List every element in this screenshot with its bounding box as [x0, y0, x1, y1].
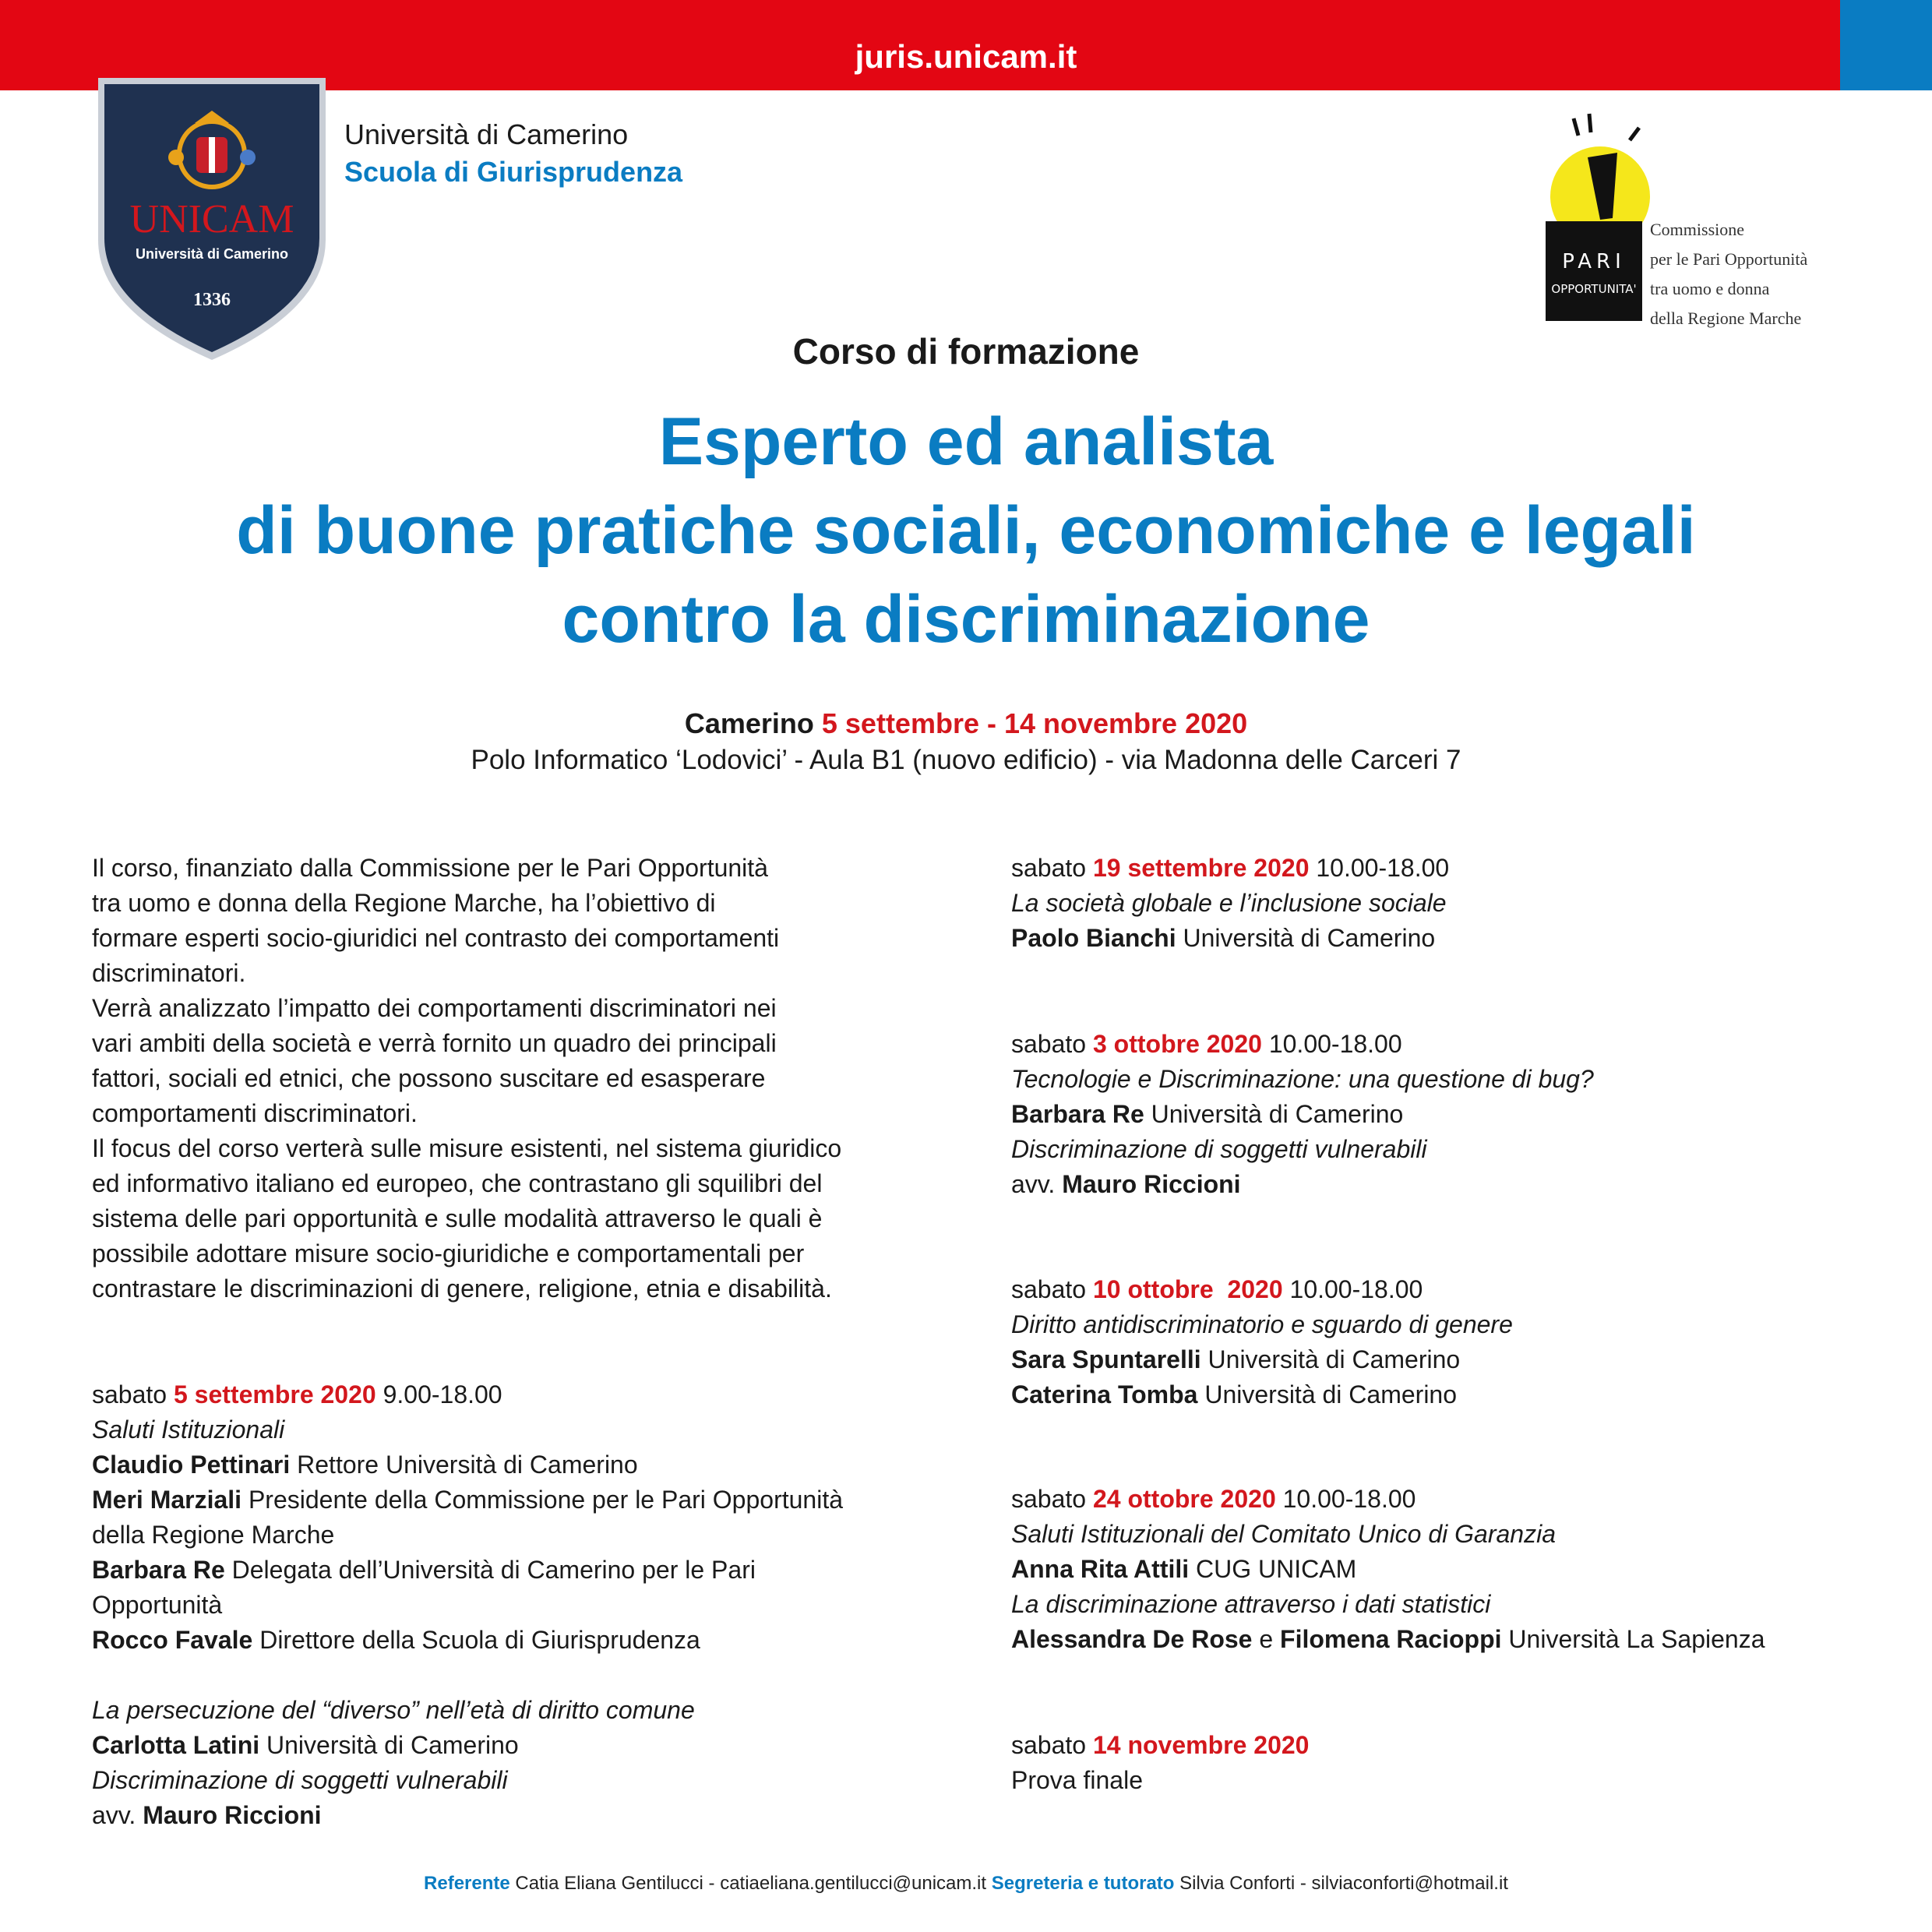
- session-24-ottobre: [1011, 1482, 1765, 1657]
- speaker-line: [92, 1798, 843, 1833]
- session-date: 5 settembre 2020: [173, 1380, 376, 1408]
- speaker-name: Paolo Bianchi: [1011, 924, 1176, 952]
- session-topic: Diritto antidiscriminatorio e sguardo di genere: [1011, 1310, 1513, 1338]
- speaker-line: [92, 1623, 843, 1658]
- intro-line: tra uomo e donna della Regione Marche, ha l’obiettivo di: [92, 889, 716, 917]
- logo-subtitle: Università di Camerino: [135, 246, 289, 262]
- speaker-role: Delegata dell’Università di Camerino per le Pari: [231, 1556, 756, 1584]
- intro-line: fattori, sociali ed etnici, che possono suscitare ed esasperare: [92, 1064, 766, 1092]
- speaker-name: Carlotta Latini: [92, 1731, 260, 1759]
- course-dates: [0, 707, 1932, 740]
- speaker-role: Università di Camerino: [1204, 1380, 1458, 1408]
- speaker-name: Mauro Riccioni: [143, 1801, 322, 1829]
- session-date: 19 settembre 2020: [1092, 854, 1310, 882]
- speaker-role: Direttore della Scuola di Giurisprudenza: [259, 1626, 700, 1654]
- segreteria-contact[interactable]: Silvia Conforti - silviaconforti@hotmail.it: [1179, 1873, 1508, 1894]
- intro-line: Il corso, finanziato dalla Commissione per le Pari Opportunità: [92, 854, 768, 882]
- pari-word: PARI: [1562, 250, 1626, 273]
- speaker-name: Sara Spuntarelli: [1011, 1345, 1201, 1373]
- segreteria-label: Segreteria e tutorato: [991, 1873, 1175, 1894]
- speaker-line: [1011, 1377, 1513, 1412]
- speaker-role: Università di Camerino: [1151, 1100, 1404, 1128]
- session-date-line: sabato 19 settembre 2020 10.00-18.00: [1011, 854, 1450, 882]
- speaker-prefix: avv.: [1011, 1170, 1056, 1198]
- session-note: Prova finale: [1011, 1766, 1143, 1794]
- session-topic: La discriminazione attraverso i dati statistici: [1011, 1590, 1491, 1618]
- contact-footer: [0, 1873, 1932, 1895]
- session-date-line: sabato 3 ottobre 2020 10.00-18.00: [1011, 1030, 1402, 1058]
- session-topic: La società globale e l’inclusione sociale: [1011, 889, 1447, 917]
- speaker-name: Mauro Riccioni: [1062, 1170, 1241, 1198]
- commission-line: tra uomo e donna: [1650, 279, 1770, 298]
- session-date-line: sabato 5 settembre 2020 9.00-18.00: [92, 1380, 502, 1408]
- intro-line: comportamenti discriminatori.: [92, 1099, 418, 1127]
- intro-line: discriminatori.: [92, 959, 246, 987]
- commission-text: [1650, 215, 1807, 333]
- session-date: 3 ottobre 2020: [1092, 1030, 1262, 1058]
- unicam-shield-logo: [95, 76, 329, 361]
- session-14-novembre: [1011, 1728, 1309, 1798]
- opportunita-word: OPPORTUNITA': [1551, 282, 1637, 296]
- speaker-role: Università di Camerino: [266, 1731, 519, 1759]
- speaker-line: [1011, 1622, 1765, 1657]
- speaker-name: Alessandra De Rose: [1011, 1625, 1253, 1653]
- speaker-conjunction: e: [1259, 1625, 1274, 1653]
- session-date-line: sabato 14 novembre 2020: [1011, 1731, 1310, 1759]
- speaker-role: Rettore Università di Camerino: [297, 1451, 638, 1479]
- logo-year: 1336: [193, 290, 231, 310]
- speaker-role: Università di Camerino: [1208, 1345, 1461, 1373]
- intro-line: formare esperti socio-giuridici nel contrasto dei comportamenti: [92, 924, 780, 952]
- intro-line: ed informativo italiano ed europeo, che contrastano gli squilibri del: [92, 1169, 823, 1197]
- speaker-line: [92, 1728, 843, 1763]
- course-date-range: 5 settembre - 14 novembre 2020: [821, 707, 1248, 739]
- session-date: 24 ottobre 2020: [1092, 1485, 1276, 1513]
- session-topic: Saluti Istituzionali del Comitato Unico di Garanzia: [1011, 1520, 1556, 1548]
- session-19-settembre: [1011, 851, 1449, 956]
- commission-line: della Regione Marche: [1650, 308, 1802, 328]
- intro-line: vari ambiti della società e verrà fornito un quadro dei principali: [92, 1029, 777, 1057]
- site-url[interactable]: juris.unicam.it: [855, 38, 1077, 75]
- speaker-name: Anna Rita Attili: [1011, 1555, 1190, 1583]
- speaker-role-cont: Opportunità: [92, 1591, 223, 1619]
- intro-line: possibile adottare misure socio-giuridiche e comportamentali per: [92, 1239, 805, 1267]
- session-5-settembre: [92, 1377, 843, 1833]
- referente-contact[interactable]: Catia Eliana Gentilucci - catiaeliana.gentilucci@unicam.it: [515, 1873, 987, 1894]
- session-topic: La persecuzione del “diverso” nell’età di diritto comune: [92, 1696, 695, 1724]
- speaker-line: [1011, 1097, 1594, 1132]
- course-title: [0, 397, 1932, 664]
- speaker-name: Filomena Racioppi: [1280, 1625, 1502, 1653]
- session-time: 10.00-18.00: [1316, 854, 1450, 882]
- commission-line: Commissione: [1650, 220, 1745, 239]
- session-date: 10 ottobre 2020: [1092, 1275, 1283, 1303]
- session-topic: Discriminazione di soggetti vulnerabili: [1011, 1135, 1427, 1163]
- intro-line: Il focus del corso verterà sulle misure esistenti, nel sistema giuridico: [92, 1134, 842, 1162]
- speaker-line: [1011, 1552, 1765, 1587]
- session-time: 10.00-18.00: [1289, 1275, 1423, 1303]
- speaker-name: Barbara Re: [1011, 1100, 1144, 1128]
- referente-label: Referente: [424, 1873, 510, 1894]
- session-3-ottobre: [1011, 1027, 1594, 1202]
- speaker-line: [1011, 921, 1449, 956]
- title-line: di buone pratiche sociali, economiche e legali: [236, 493, 1696, 568]
- session-topic: Saluti Istituzionali: [92, 1416, 285, 1444]
- university-name: Università di Camerino: [344, 118, 629, 150]
- session-10-ottobre: [1011, 1272, 1513, 1412]
- session-time: 10.00-18.00: [1282, 1485, 1416, 1513]
- title-line: contro la discriminazione: [562, 582, 1370, 657]
- speaker-role: Presidente della Commissione per le Pari Opportunità: [248, 1486, 843, 1514]
- session-date-line: sabato 10 ottobre 2020 10.00-18.00: [1011, 1275, 1423, 1303]
- session-date-line: sabato 24 ottobre 2020 10.00-18.00: [1011, 1485, 1416, 1513]
- course-place: Camerino: [684, 707, 814, 739]
- speaker-line: [1011, 1342, 1513, 1377]
- speaker-line: [1011, 1167, 1594, 1202]
- course-venue: Polo Informatico ‘Lodovici’ - Aula B1 (nuovo edificio) - via Madonna delle Carceri 7: [471, 745, 1461, 775]
- session-time: 10.00-18.00: [1268, 1030, 1402, 1058]
- intro-line: Verrà analizzato l’impatto dei comportamenti discriminatori nei: [92, 994, 777, 1022]
- speaker-name: Meri Marziali: [92, 1486, 242, 1514]
- logo-wordmark: UNICAM: [129, 197, 294, 242]
- title-line: Esperto ed analista: [658, 404, 1274, 479]
- session-topic: Discriminazione di soggetti vulnerabili: [92, 1766, 508, 1794]
- commission-line: per le Pari Opportunità: [1650, 249, 1808, 269]
- speaker-role: CUG UNICAM: [1196, 1555, 1357, 1583]
- intro-line: sistema delle pari opportunità e sulle modalità attraverso le quali è: [92, 1204, 823, 1232]
- speaker-line: [92, 1482, 843, 1518]
- speaker-role: Università di Camerino: [1183, 924, 1436, 952]
- speaker-name: Claudio Pettinari: [92, 1451, 291, 1479]
- speaker-name: Caterina Tomba: [1011, 1380, 1198, 1408]
- intro-paragraph: [92, 851, 933, 1306]
- intro-line: contrastare le discriminazioni di genere, religione, etnia e disabilità.: [92, 1274, 832, 1303]
- session-time: 9.00-18.00: [383, 1380, 502, 1408]
- speaker-name: Barbara Re: [92, 1556, 225, 1584]
- speaker-line: [92, 1553, 843, 1588]
- speaker-prefix: avv.: [92, 1801, 136, 1829]
- session-topic: Tecnologie e Discriminazione: una questione di bug?: [1011, 1065, 1594, 1093]
- session-date: 14 novembre 2020: [1092, 1731, 1310, 1759]
- speaker-line: [92, 1447, 843, 1482]
- speaker-role: Università La Sapienza: [1508, 1625, 1765, 1653]
- speaker-role-cont: della Regione Marche: [92, 1521, 335, 1549]
- pari-opportunita-logo: [1542, 112, 1652, 323]
- school-name: Scuola di Giurisprudenza: [344, 156, 683, 188]
- course-label: Corso di formazione: [792, 331, 1140, 372]
- speaker-name: Rocco Favale: [92, 1626, 253, 1654]
